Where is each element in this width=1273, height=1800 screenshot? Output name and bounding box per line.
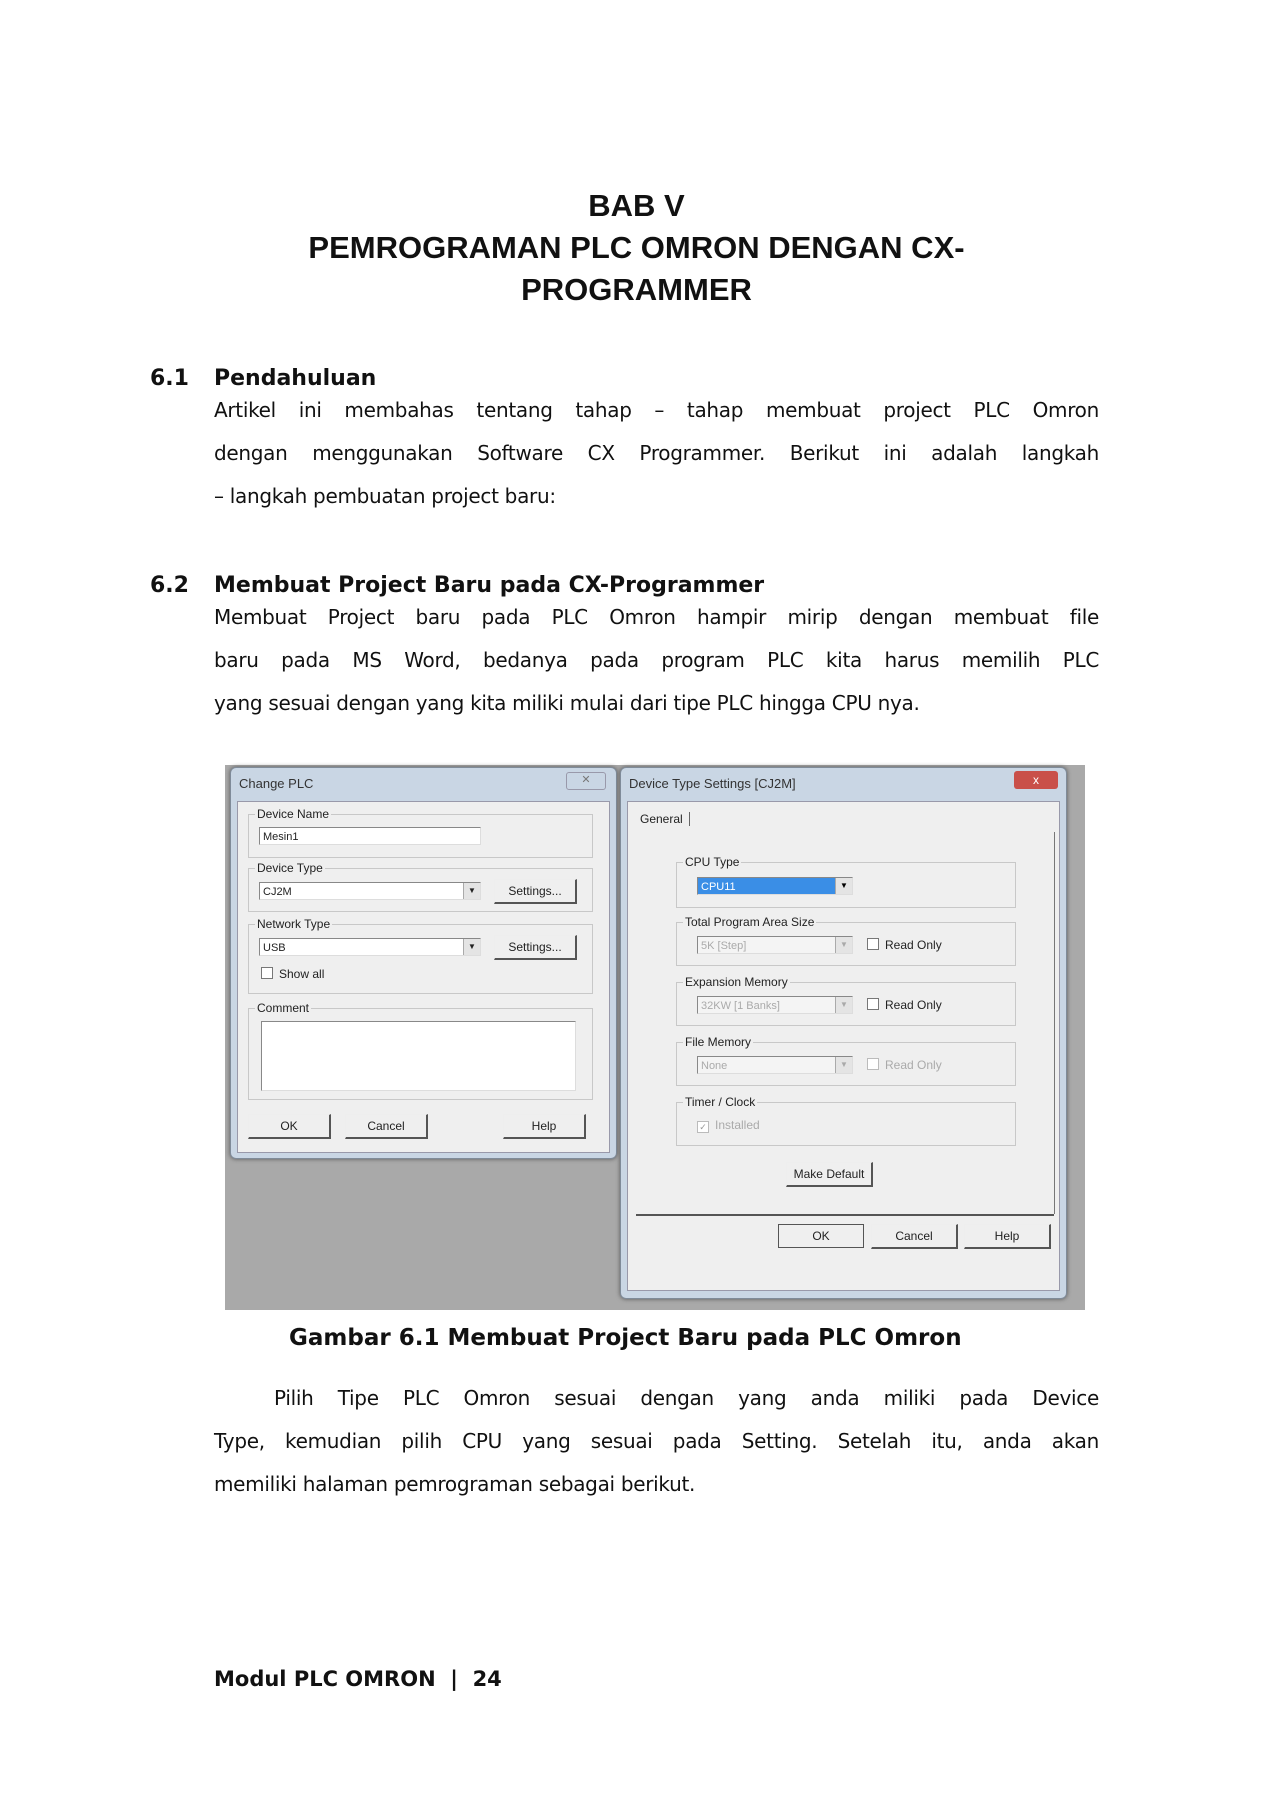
file-memory-select[interactable] [697, 1056, 853, 1074]
group-label: Total Program Area Size [685, 915, 815, 929]
help-button[interactable]: Help [964, 1224, 1051, 1249]
read-only-checkbox[interactable] [867, 938, 942, 952]
section-number: 6.1 [150, 366, 189, 391]
chapter-title: BAB V [588, 188, 685, 223]
group-label: Network Type [257, 917, 331, 931]
text-line: – langkah pembuatan project baru: [214, 484, 556, 508]
checkbox-icon [867, 1058, 879, 1070]
expansion-memory-group [676, 975, 1016, 1026]
checkbox-icon [867, 938, 879, 950]
show-all-checkbox[interactable] [261, 967, 324, 981]
checkbox-label: Read Only [885, 1058, 942, 1072]
text-line: dengan menggunakan Software CX Programmer. Berikut ini adalah langkah [214, 441, 1099, 465]
figure-caption: Gambar 6.1 Membuat Project Baru pada PLC Omron [289, 1325, 962, 1351]
device-settings-button[interactable]: Settings... [494, 879, 577, 904]
section-heading: Membuat Project Baru pada CX-Programmer [214, 573, 765, 598]
chevron-down-icon[interactable]: ▼ [463, 883, 480, 899]
network-settings-button[interactable]: Settings... [494, 935, 577, 960]
expansion-memory-select[interactable] [697, 996, 853, 1014]
group-label: Comment [257, 1001, 310, 1015]
checkbox-label: Read Only [885, 938, 942, 952]
help-button[interactable]: Help [503, 1114, 586, 1139]
section-paragraph [214, 389, 1099, 518]
network-type-select[interactable] [259, 938, 481, 956]
chevron-down-icon[interactable]: ▼ [835, 1057, 852, 1073]
chapter-subtitle-line1: PEMROGRAMAN PLC OMRON DENGAN CX- [308, 230, 965, 265]
comment-group [248, 1001, 593, 1100]
group-label: Timer / Clock [685, 1095, 756, 1109]
read-only-checkbox[interactable] [867, 1058, 942, 1072]
change-plc-dialog [230, 767, 617, 1159]
device-type-select[interactable] [259, 882, 481, 900]
checkbox-label: Show all [279, 967, 325, 981]
chevron-down-icon[interactable]: ▼ [835, 937, 852, 953]
text-line: memiliki halaman pemrograman sebagai berikut. [214, 1472, 696, 1496]
figure-screenshot [225, 765, 1085, 1310]
dialog-title: Change PLC [239, 776, 314, 791]
cancel-button[interactable]: Cancel [345, 1114, 428, 1139]
group-label: File Memory [685, 1035, 752, 1049]
tab-general[interactable]: General [640, 812, 690, 826]
text-line: Pilih Tipe PLC Omron sesuai dengan yang anda miliki pada Device [274, 1386, 1099, 1410]
tab-panel [636, 832, 1055, 1214]
section-paragraph [214, 596, 1099, 725]
select-value: CPU11 [701, 881, 736, 893]
close-icon[interactable]: ✕ [566, 772, 606, 790]
chevron-down-icon[interactable]: ▼ [835, 878, 852, 894]
chapter-subtitle-line2: PROGRAMMER [521, 272, 752, 307]
text-line: baru pada MS Word, bedanya pada program PLC kita harus memilih PLC [214, 648, 1099, 672]
select-value: USB [263, 942, 286, 954]
group-label: Expansion Memory [685, 975, 788, 989]
text-line: Artikel ini membahas tentang tahap – tahap membuat project PLC Omron [214, 398, 1099, 422]
text-line: Membuat Project baru pada PLC Omron hampir mirip dengan membuat file [214, 605, 1099, 629]
device-name-input[interactable]: Mesin1 [259, 827, 481, 845]
read-only-checkbox[interactable] [867, 998, 942, 1012]
network-type-group [248, 917, 593, 994]
text-line: yang sesuai dengan yang kita miliki mulai dari tipe PLC hingga CPU nya. [214, 691, 920, 715]
text-line: Type, kemudian pilih CPU yang sesuai pada Setting. Setelah itu, anda akan [214, 1429, 1099, 1453]
close-icon[interactable]: x [1014, 771, 1058, 789]
select-value: 5K [Step] [701, 940, 747, 952]
checkbox-icon [867, 998, 879, 1010]
cancel-button[interactable]: Cancel [871, 1224, 958, 1249]
cpu-type-select[interactable] [697, 877, 853, 895]
checkbox-label: Installed [715, 1118, 760, 1132]
ok-button[interactable]: OK [778, 1224, 864, 1248]
program-area-group [676, 915, 1016, 966]
select-value: None [701, 1060, 728, 1072]
group-label: CPU Type [685, 855, 740, 869]
section-heading: Pendahuluan [214, 366, 377, 391]
chevron-down-icon[interactable]: ▼ [463, 939, 480, 955]
group-label: Device Type [257, 861, 323, 875]
section-number: 6.2 [150, 573, 189, 598]
installed-checkbox[interactable] [697, 1118, 760, 1133]
chevron-down-icon[interactable]: ▼ [835, 997, 852, 1013]
group-label: Device Name [257, 807, 330, 821]
make-default-button[interactable]: Make Default [786, 1162, 873, 1187]
select-value: 32KW [1 Banks] [701, 1000, 780, 1012]
timer-clock-group [676, 1095, 1016, 1146]
device-type-settings-dialog [620, 767, 1067, 1299]
dialog-title: Device Type Settings [CJ2M] [629, 776, 796, 791]
check-icon: ✓ [697, 1121, 709, 1133]
program-area-select[interactable] [697, 936, 853, 954]
device-type-group [248, 861, 593, 912]
comment-textarea[interactable] [261, 1021, 576, 1091]
device-name-group [248, 807, 593, 858]
file-memory-group [676, 1035, 1016, 1086]
checkbox-icon [261, 967, 273, 979]
closing-paragraph [214, 1377, 1099, 1506]
checkbox-label: Read Only [885, 998, 942, 1012]
cpu-type-group [676, 855, 1016, 908]
ok-button[interactable]: OK [248, 1114, 331, 1139]
divider [636, 1214, 1054, 1216]
page-footer: Modul PLC OMRON | 24 [214, 1667, 502, 1691]
select-value: CJ2M [263, 886, 292, 898]
